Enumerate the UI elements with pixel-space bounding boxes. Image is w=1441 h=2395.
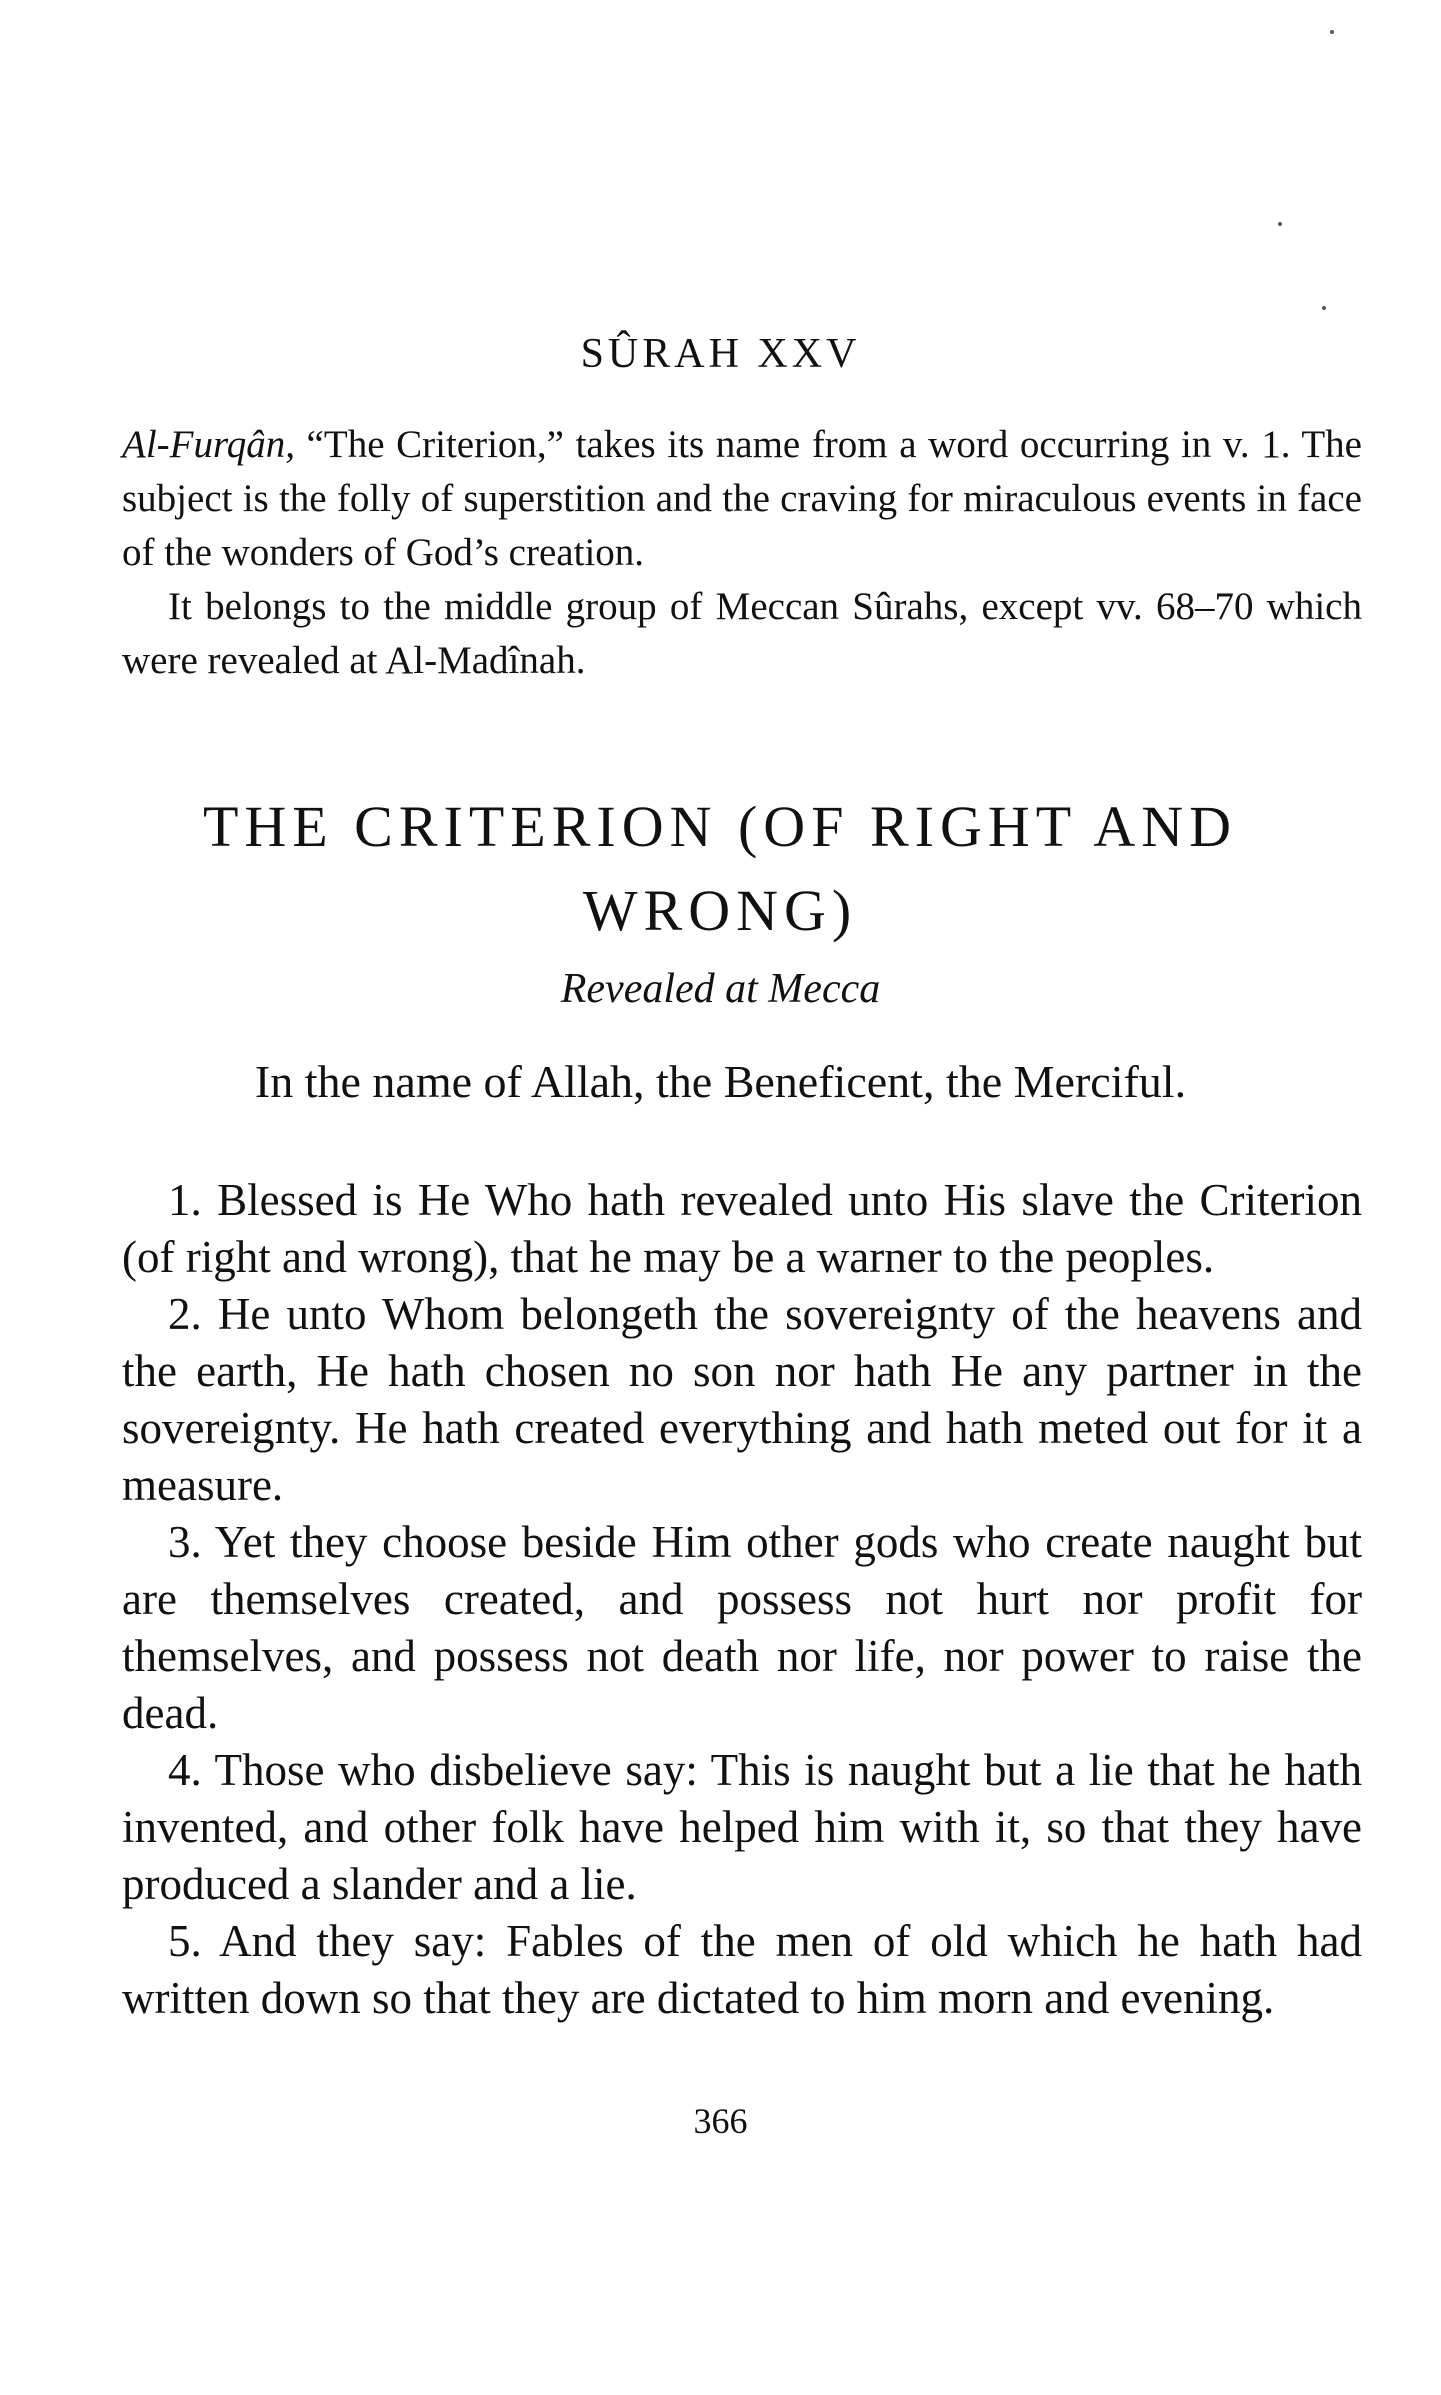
page-number: 366	[693, 2101, 748, 2141]
intro-paragraph-1	[122, 418, 1362, 580]
surah-heading: SÛRAH XXV	[580, 331, 861, 377]
verse: 5. And they say: Fables of the men of old which he hath had written down so that they are dictated to him morn and evening.	[122, 1916, 1362, 2023]
revelation-place: Revealed at Mecca	[560, 966, 881, 1012]
intro-paragraph-2: It belongs to the middle group of Meccan Sûrahs, except vv. 68–70 which were revealed at Al-Madînah.	[122, 585, 1362, 682]
scan-speck	[1278, 222, 1282, 226]
chapter-title: THE CRITERION (OF RIGHT AND WRONG)	[202, 794, 1238, 943]
intro-description: “The Criterion,” takes its name from a word occurring in v. 1. The subject is the folly of superstition and the craving for miraculous events in face of the wonders of God’s creation.	[122, 423, 1362, 574]
surah-name: Al-Furqân,	[122, 423, 295, 466]
verses	[122, 1172, 1362, 2027]
scan-speck	[1330, 30, 1334, 34]
surah-introduction	[122, 418, 1362, 688]
scan-speck	[1322, 306, 1326, 310]
verse: 1. Blessed is He Who hath revealed unto His slave the Criterion (of right and wrong), that he may be a warner to the peoples.	[122, 1175, 1362, 1282]
invocation: In the name of Allah, the Beneficent, the Merciful.	[254, 1056, 1187, 1107]
verse: 2. He unto Whom belongeth the sovereignty of the heavens and the earth, He hath chosen no son nor hath He any partner in the sovereignty. He hath created everything and hath meted out for it a measure.	[122, 1289, 1362, 1510]
verse: 4. Those who disbelieve say: This is naught but a lie that he hath invented, and other folk have helped him with it, so that they have produced a slander and a lie.	[122, 1745, 1362, 1909]
verse: 3. Yet they choose beside Him other gods who create naught but are themselves created, and possess not hurt nor profit for themselves, and possess not death nor life, nor power to raise the dead.	[122, 1517, 1362, 1738]
